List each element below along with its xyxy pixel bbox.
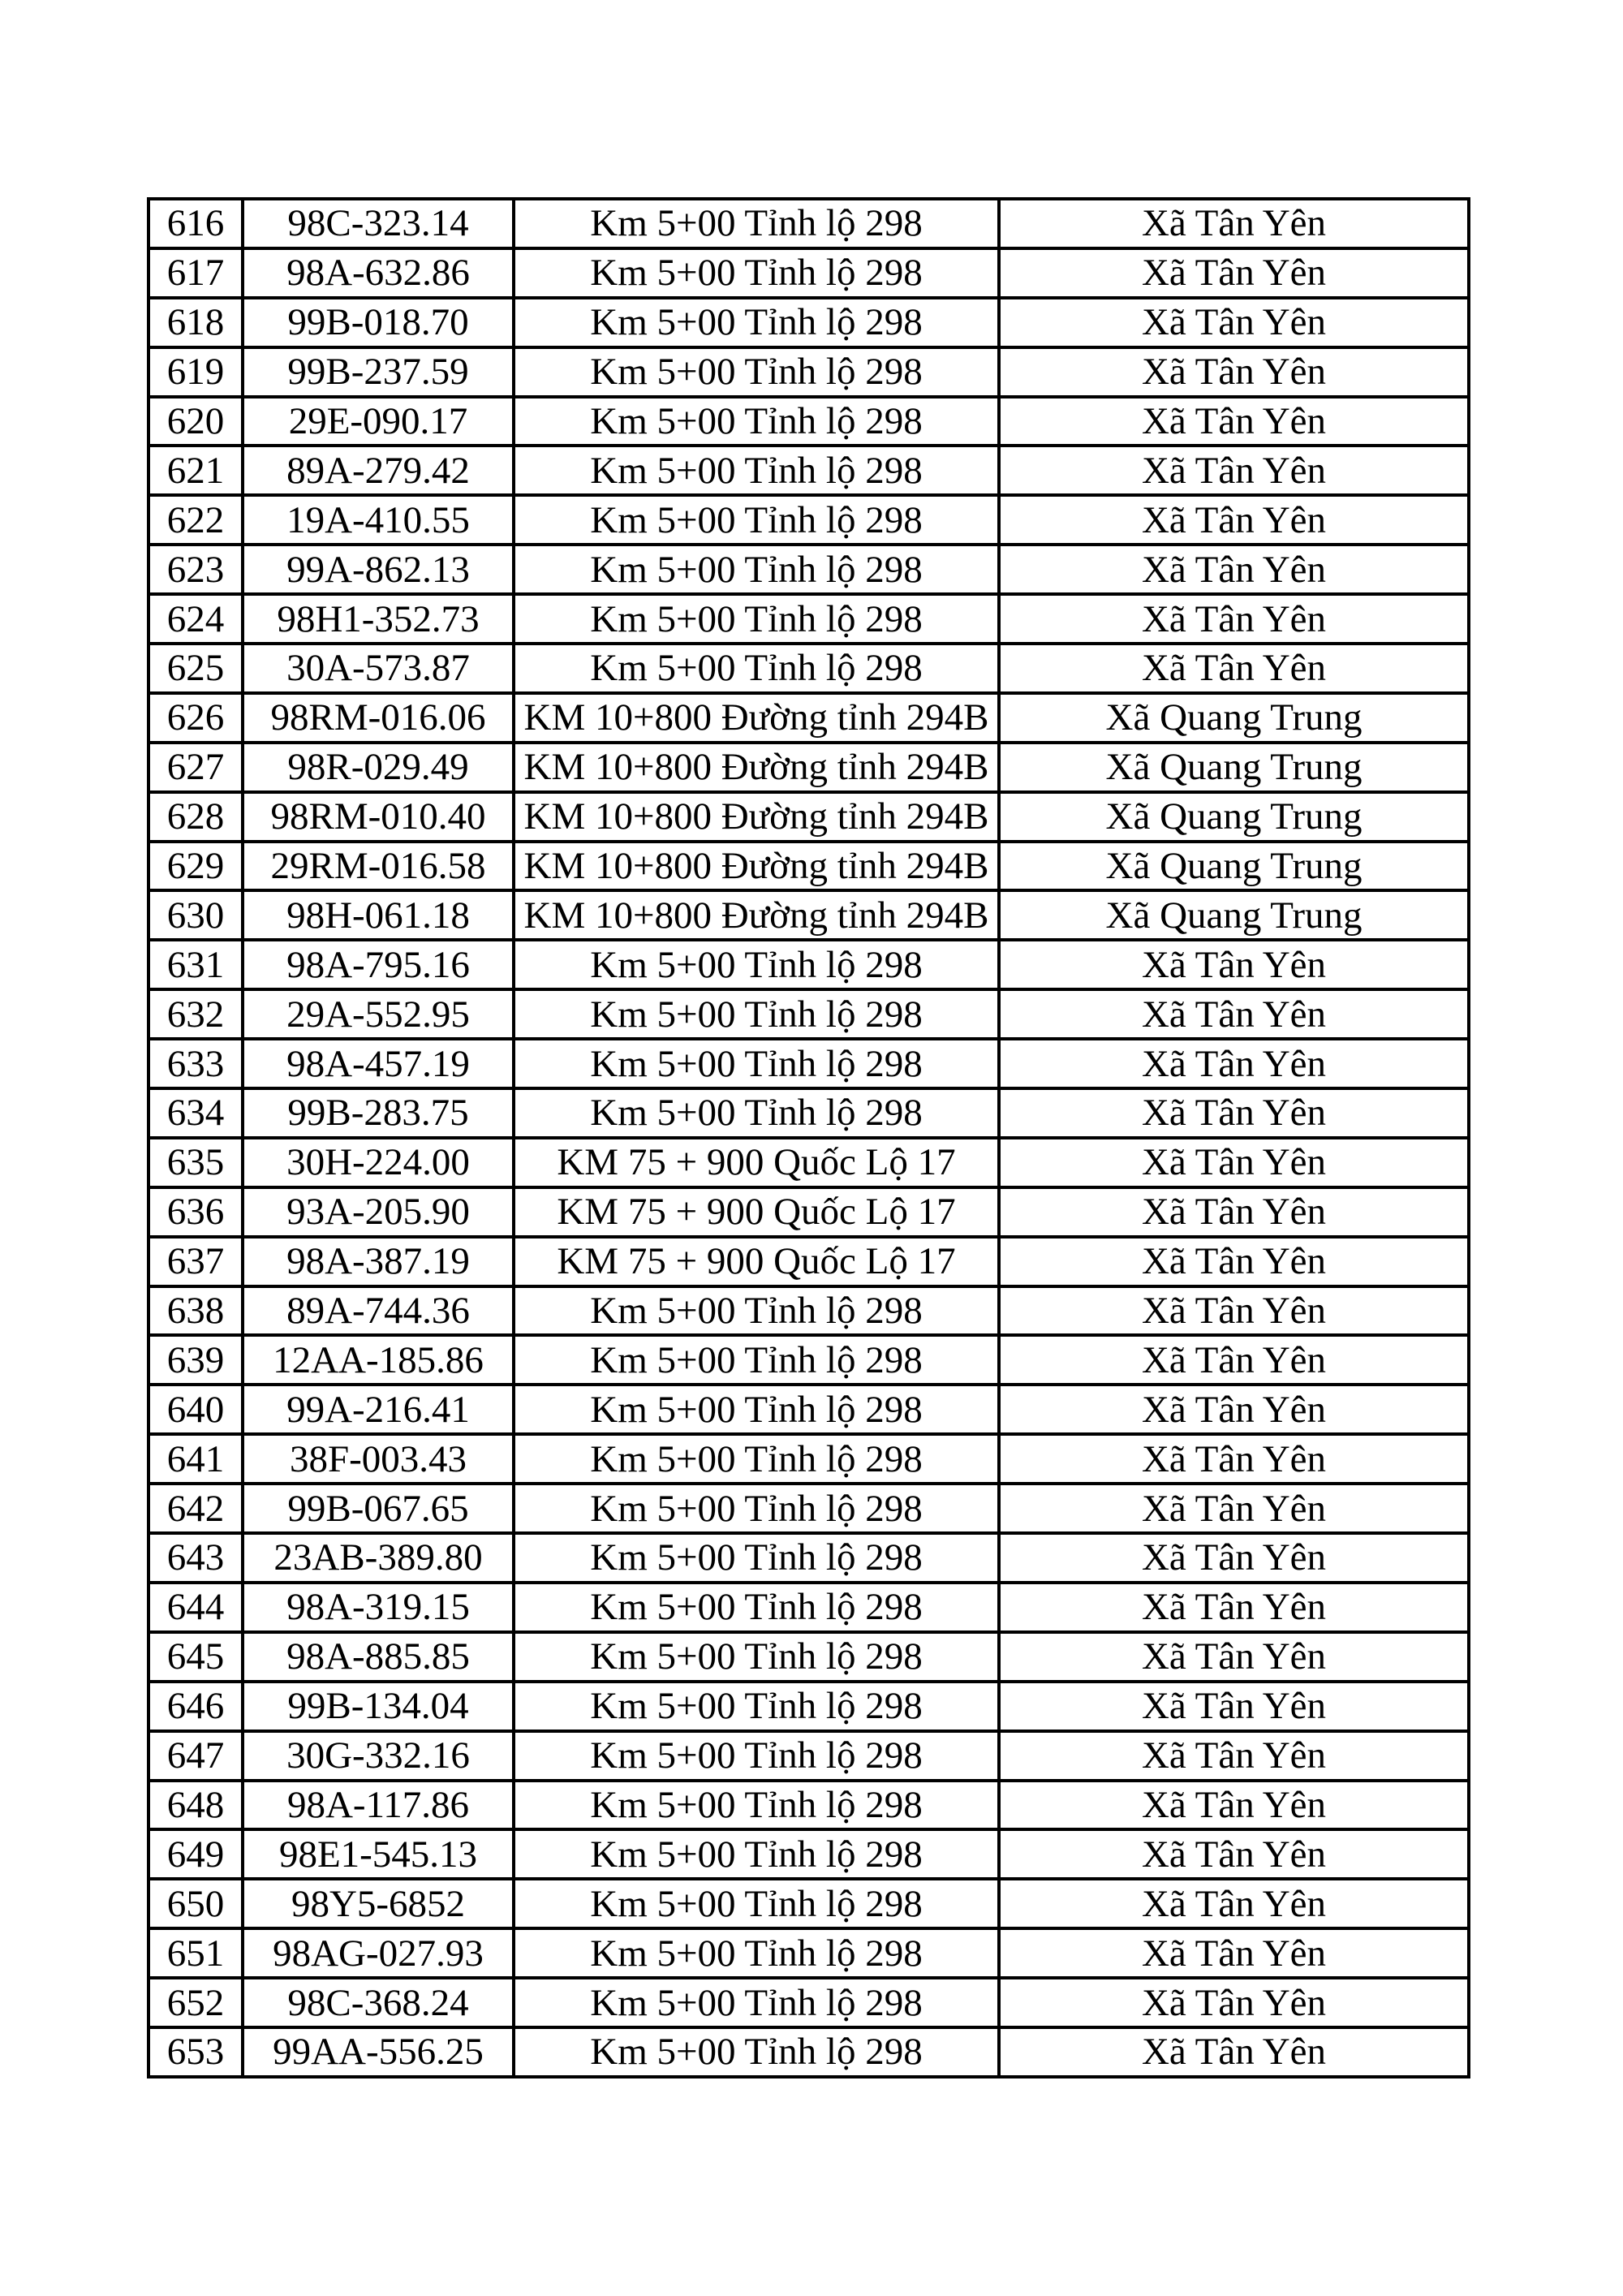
table-row bbox=[149, 1731, 1469, 1781]
row-number-cell: 643 bbox=[149, 1533, 243, 1583]
table-row bbox=[149, 446, 1469, 495]
table-row bbox=[149, 1829, 1469, 1879]
table-row bbox=[149, 842, 1469, 891]
location-cell: Km 5+00 Tỉnh lộ 298 bbox=[514, 298, 999, 347]
table-row bbox=[149, 1533, 1469, 1583]
table-row bbox=[149, 792, 1469, 842]
table-row bbox=[149, 1484, 1469, 1533]
row-number-cell: 639 bbox=[149, 1335, 243, 1385]
commune-cell: Xã Tân Yên bbox=[999, 1187, 1469, 1237]
row-number-cell: 624 bbox=[149, 594, 243, 644]
license-plate-cell: 99A-216.41 bbox=[243, 1385, 514, 1434]
location-cell: Km 5+00 Tỉnh lộ 298 bbox=[514, 1879, 999, 1928]
commune-cell: Xã Tân Yên bbox=[999, 347, 1469, 397]
row-number-cell: 645 bbox=[149, 1632, 243, 1682]
commune-cell: Xã Tân Yên bbox=[999, 1335, 1469, 1385]
location-cell: KM 10+800 Đường tỉnh 294B bbox=[514, 890, 999, 940]
location-cell: Km 5+00 Tỉnh lộ 298 bbox=[514, 594, 999, 644]
row-number-cell: 621 bbox=[149, 446, 243, 495]
commune-cell: Xã Tân Yên bbox=[999, 1385, 1469, 1434]
location-cell: Km 5+00 Tỉnh lộ 298 bbox=[514, 1829, 999, 1879]
location-cell: Km 5+00 Tỉnh lộ 298 bbox=[514, 1583, 999, 1632]
row-number-cell: 619 bbox=[149, 347, 243, 397]
location-cell: Km 5+00 Tỉnh lộ 298 bbox=[514, 347, 999, 397]
row-number-cell: 634 bbox=[149, 1088, 243, 1138]
location-cell: KM 10+800 Đường tỉnh 294B bbox=[514, 842, 999, 891]
commune-cell: Xã Tân Yên bbox=[999, 1484, 1469, 1533]
row-number-cell: 616 bbox=[149, 199, 243, 248]
commune-cell: Xã Tân Yên bbox=[999, 397, 1469, 446]
location-cell: Km 5+00 Tỉnh lộ 298 bbox=[514, 1484, 999, 1533]
location-cell: Km 5+00 Tỉnh lộ 298 bbox=[514, 1978, 999, 2027]
location-cell: Km 5+00 Tỉnh lộ 298 bbox=[514, 199, 999, 248]
table-row bbox=[149, 1632, 1469, 1682]
location-cell: Km 5+00 Tỉnh lộ 298 bbox=[514, 1928, 999, 1978]
commune-cell: Xã Tân Yên bbox=[999, 989, 1469, 1039]
location-cell: Km 5+00 Tỉnh lộ 298 bbox=[514, 1385, 999, 1434]
commune-cell: Xã Tân Yên bbox=[999, 1237, 1469, 1286]
table-row bbox=[149, 1088, 1469, 1138]
license-plate-cell: 99AA-556.25 bbox=[243, 2027, 514, 2077]
license-plate-cell: 98AG-027.93 bbox=[243, 1928, 514, 1978]
commune-cell: Xã Tân Yên bbox=[999, 594, 1469, 644]
commune-cell: Xã Tân Yên bbox=[999, 1138, 1469, 1187]
table-row bbox=[149, 1682, 1469, 1731]
license-plate-cell: 98R-029.49 bbox=[243, 743, 514, 792]
table-row bbox=[149, 298, 1469, 347]
location-cell: Km 5+00 Tỉnh lộ 298 bbox=[514, 1286, 999, 1336]
license-plate-cell: 98A-387.19 bbox=[243, 1237, 514, 1286]
license-plate-cell: 98A-795.16 bbox=[243, 940, 514, 989]
license-plate-cell: 98A-885.85 bbox=[243, 1632, 514, 1682]
row-number-cell: 629 bbox=[149, 842, 243, 891]
commune-cell: Xã Tân Yên bbox=[999, 1039, 1469, 1088]
row-number-cell: 646 bbox=[149, 1682, 243, 1731]
commune-cell: Xã Tân Yên bbox=[999, 248, 1469, 298]
row-number-cell: 630 bbox=[149, 890, 243, 940]
license-plate-cell: 98A-117.86 bbox=[243, 1781, 514, 1830]
commune-cell: Xã Quang Trung bbox=[999, 890, 1469, 940]
row-number-cell: 640 bbox=[149, 1385, 243, 1434]
table-row bbox=[149, 1138, 1469, 1187]
location-cell: Km 5+00 Tỉnh lộ 298 bbox=[514, 2027, 999, 2077]
commune-cell: Xã Quang Trung bbox=[999, 842, 1469, 891]
row-number-cell: 648 bbox=[149, 1781, 243, 1830]
row-number-cell: 637 bbox=[149, 1237, 243, 1286]
location-cell: KM 10+800 Đường tỉnh 294B bbox=[514, 693, 999, 743]
license-plate-cell: 89A-744.36 bbox=[243, 1286, 514, 1336]
license-plate-cell: 93A-205.90 bbox=[243, 1187, 514, 1237]
row-number-cell: 628 bbox=[149, 792, 243, 842]
violation-table bbox=[147, 197, 1470, 2078]
row-number-cell: 647 bbox=[149, 1731, 243, 1781]
commune-cell: Xã Tân Yên bbox=[999, 298, 1469, 347]
license-plate-cell: 98A-632.86 bbox=[243, 248, 514, 298]
table-row bbox=[149, 1335, 1469, 1385]
location-cell: Km 5+00 Tỉnh lộ 298 bbox=[514, 1682, 999, 1731]
license-plate-cell: 98RM-010.40 bbox=[243, 792, 514, 842]
table-row bbox=[149, 347, 1469, 397]
row-number-cell: 618 bbox=[149, 298, 243, 347]
row-number-cell: 622 bbox=[149, 495, 243, 545]
license-plate-cell: 30A-573.87 bbox=[243, 644, 514, 693]
license-plate-cell: 98RM-016.06 bbox=[243, 693, 514, 743]
location-cell: Km 5+00 Tỉnh lộ 298 bbox=[514, 446, 999, 495]
row-number-cell: 635 bbox=[149, 1138, 243, 1187]
license-plate-cell: 98H-061.18 bbox=[243, 890, 514, 940]
table-row bbox=[149, 743, 1469, 792]
commune-cell: Xã Tân Yên bbox=[999, 1879, 1469, 1928]
table-row bbox=[149, 1978, 1469, 2027]
commune-cell: Xã Tân Yên bbox=[999, 1731, 1469, 1781]
location-cell: Km 5+00 Tỉnh lộ 298 bbox=[514, 644, 999, 693]
table-row bbox=[149, 1879, 1469, 1928]
table-row bbox=[149, 940, 1469, 989]
location-cell: KM 75 + 900 Quốc Lộ 17 bbox=[514, 1187, 999, 1237]
row-number-cell: 617 bbox=[149, 248, 243, 298]
license-plate-cell: 98Y5-6852 bbox=[243, 1879, 514, 1928]
row-number-cell: 649 bbox=[149, 1829, 243, 1879]
license-plate-cell: 99A-862.13 bbox=[243, 545, 514, 594]
license-plate-cell: 99B-067.65 bbox=[243, 1484, 514, 1533]
commune-cell: Xã Tân Yên bbox=[999, 1533, 1469, 1583]
table-row bbox=[149, 545, 1469, 594]
location-cell: Km 5+00 Tỉnh lộ 298 bbox=[514, 397, 999, 446]
location-cell: Km 5+00 Tỉnh lộ 298 bbox=[514, 1039, 999, 1088]
table-row bbox=[149, 1781, 1469, 1830]
license-plate-cell: 98E1-545.13 bbox=[243, 1829, 514, 1879]
row-number-cell: 631 bbox=[149, 940, 243, 989]
table-row bbox=[149, 693, 1469, 743]
location-cell: Km 5+00 Tỉnh lộ 298 bbox=[514, 1781, 999, 1830]
commune-cell: Xã Tân Yên bbox=[999, 1928, 1469, 1978]
license-plate-cell: 30H-224.00 bbox=[243, 1138, 514, 1187]
location-cell: KM 75 + 900 Quốc Lộ 17 bbox=[514, 1237, 999, 1286]
license-plate-cell: 98A-457.19 bbox=[243, 1039, 514, 1088]
table-row bbox=[149, 1928, 1469, 1978]
table-row bbox=[149, 1385, 1469, 1434]
location-cell: Km 5+00 Tỉnh lộ 298 bbox=[514, 1335, 999, 1385]
row-number-cell: 644 bbox=[149, 1583, 243, 1632]
table-row bbox=[149, 644, 1469, 693]
commune-cell: Xã Tân Yên bbox=[999, 1682, 1469, 1731]
row-number-cell: 620 bbox=[149, 397, 243, 446]
license-plate-cell: 30G-332.16 bbox=[243, 1731, 514, 1781]
row-number-cell: 636 bbox=[149, 1187, 243, 1237]
table-row bbox=[149, 1583, 1469, 1632]
commune-cell: Xã Tân Yên bbox=[999, 446, 1469, 495]
location-cell: Km 5+00 Tỉnh lộ 298 bbox=[514, 940, 999, 989]
commune-cell: Xã Tân Yên bbox=[999, 1829, 1469, 1879]
license-plate-cell: 98A-319.15 bbox=[243, 1583, 514, 1632]
row-number-cell: 633 bbox=[149, 1039, 243, 1088]
table-row bbox=[149, 890, 1469, 940]
table-row bbox=[149, 1039, 1469, 1088]
commune-cell: Xã Quang Trung bbox=[999, 792, 1469, 842]
row-number-cell: 652 bbox=[149, 1978, 243, 2027]
location-cell: Km 5+00 Tỉnh lộ 298 bbox=[514, 1434, 999, 1484]
table-row bbox=[149, 1237, 1469, 1286]
commune-cell: Xã Tân Yên bbox=[999, 545, 1469, 594]
location-cell: Km 5+00 Tỉnh lộ 298 bbox=[514, 248, 999, 298]
license-plate-cell: 99B-018.70 bbox=[243, 298, 514, 347]
row-number-cell: 632 bbox=[149, 989, 243, 1039]
license-plate-cell: 98C-368.24 bbox=[243, 1978, 514, 2027]
commune-cell: Xã Tân Yên bbox=[999, 1781, 1469, 1830]
location-cell: Km 5+00 Tỉnh lộ 298 bbox=[514, 495, 999, 545]
location-cell: Km 5+00 Tỉnh lộ 298 bbox=[514, 1731, 999, 1781]
commune-cell: Xã Tân Yên bbox=[999, 1978, 1469, 2027]
commune-cell: Xã Tân Yên bbox=[999, 940, 1469, 989]
commune-cell: Xã Quang Trung bbox=[999, 693, 1469, 743]
license-plate-cell: 98C-323.14 bbox=[243, 199, 514, 248]
commune-cell: Xã Tân Yên bbox=[999, 1434, 1469, 1484]
location-cell: Km 5+00 Tỉnh lộ 298 bbox=[514, 1632, 999, 1682]
license-plate-cell: 38F-003.43 bbox=[243, 1434, 514, 1484]
table-row bbox=[149, 495, 1469, 545]
table-row bbox=[149, 397, 1469, 446]
row-number-cell: 627 bbox=[149, 743, 243, 792]
location-cell: Km 5+00 Tỉnh lộ 298 bbox=[514, 1533, 999, 1583]
commune-cell: Xã Tân Yên bbox=[999, 1632, 1469, 1682]
table-row bbox=[149, 199, 1469, 248]
license-plate-cell: 98H1-352.73 bbox=[243, 594, 514, 644]
row-number-cell: 653 bbox=[149, 2027, 243, 2077]
row-number-cell: 638 bbox=[149, 1286, 243, 1336]
table-row bbox=[149, 1286, 1469, 1336]
table-row bbox=[149, 594, 1469, 644]
location-cell: KM 10+800 Đường tỉnh 294B bbox=[514, 743, 999, 792]
license-plate-cell: 99B-237.59 bbox=[243, 347, 514, 397]
commune-cell: Xã Tân Yên bbox=[999, 1088, 1469, 1138]
license-plate-cell: 23AB-389.80 bbox=[243, 1533, 514, 1583]
table-row bbox=[149, 1187, 1469, 1237]
table-row bbox=[149, 248, 1469, 298]
commune-cell: Xã Tân Yên bbox=[999, 2027, 1469, 2077]
row-number-cell: 651 bbox=[149, 1928, 243, 1978]
table-body bbox=[149, 199, 1469, 2077]
license-plate-cell: 12AA-185.86 bbox=[243, 1335, 514, 1385]
license-plate-cell: 29E-090.17 bbox=[243, 397, 514, 446]
license-plate-cell: 29RM-016.58 bbox=[243, 842, 514, 891]
location-cell: Km 5+00 Tỉnh lộ 298 bbox=[514, 989, 999, 1039]
row-number-cell: 641 bbox=[149, 1434, 243, 1484]
table-row bbox=[149, 2027, 1469, 2077]
license-plate-cell: 19A-410.55 bbox=[243, 495, 514, 545]
location-cell: KM 75 + 900 Quốc Lộ 17 bbox=[514, 1138, 999, 1187]
location-cell: KM 10+800 Đường tỉnh 294B bbox=[514, 792, 999, 842]
table-row bbox=[149, 989, 1469, 1039]
commune-cell: Xã Tân Yên bbox=[999, 644, 1469, 693]
license-plate-cell: 29A-552.95 bbox=[243, 989, 514, 1039]
table-row bbox=[149, 1434, 1469, 1484]
license-plate-cell: 89A-279.42 bbox=[243, 446, 514, 495]
row-number-cell: 625 bbox=[149, 644, 243, 693]
commune-cell: Xã Tân Yên bbox=[999, 1583, 1469, 1632]
commune-cell: Xã Tân Yên bbox=[999, 495, 1469, 545]
row-number-cell: 642 bbox=[149, 1484, 243, 1533]
commune-cell: Xã Tân Yên bbox=[999, 1286, 1469, 1336]
license-plate-cell: 99B-134.04 bbox=[243, 1682, 514, 1731]
location-cell: Km 5+00 Tỉnh lộ 298 bbox=[514, 1088, 999, 1138]
commune-cell: Xã Quang Trung bbox=[999, 743, 1469, 792]
license-plate-cell: 99B-283.75 bbox=[243, 1088, 514, 1138]
row-number-cell: 626 bbox=[149, 693, 243, 743]
location-cell: Km 5+00 Tỉnh lộ 298 bbox=[514, 545, 999, 594]
row-number-cell: 650 bbox=[149, 1879, 243, 1928]
row-number-cell: 623 bbox=[149, 545, 243, 594]
commune-cell: Xã Tân Yên bbox=[999, 199, 1469, 248]
